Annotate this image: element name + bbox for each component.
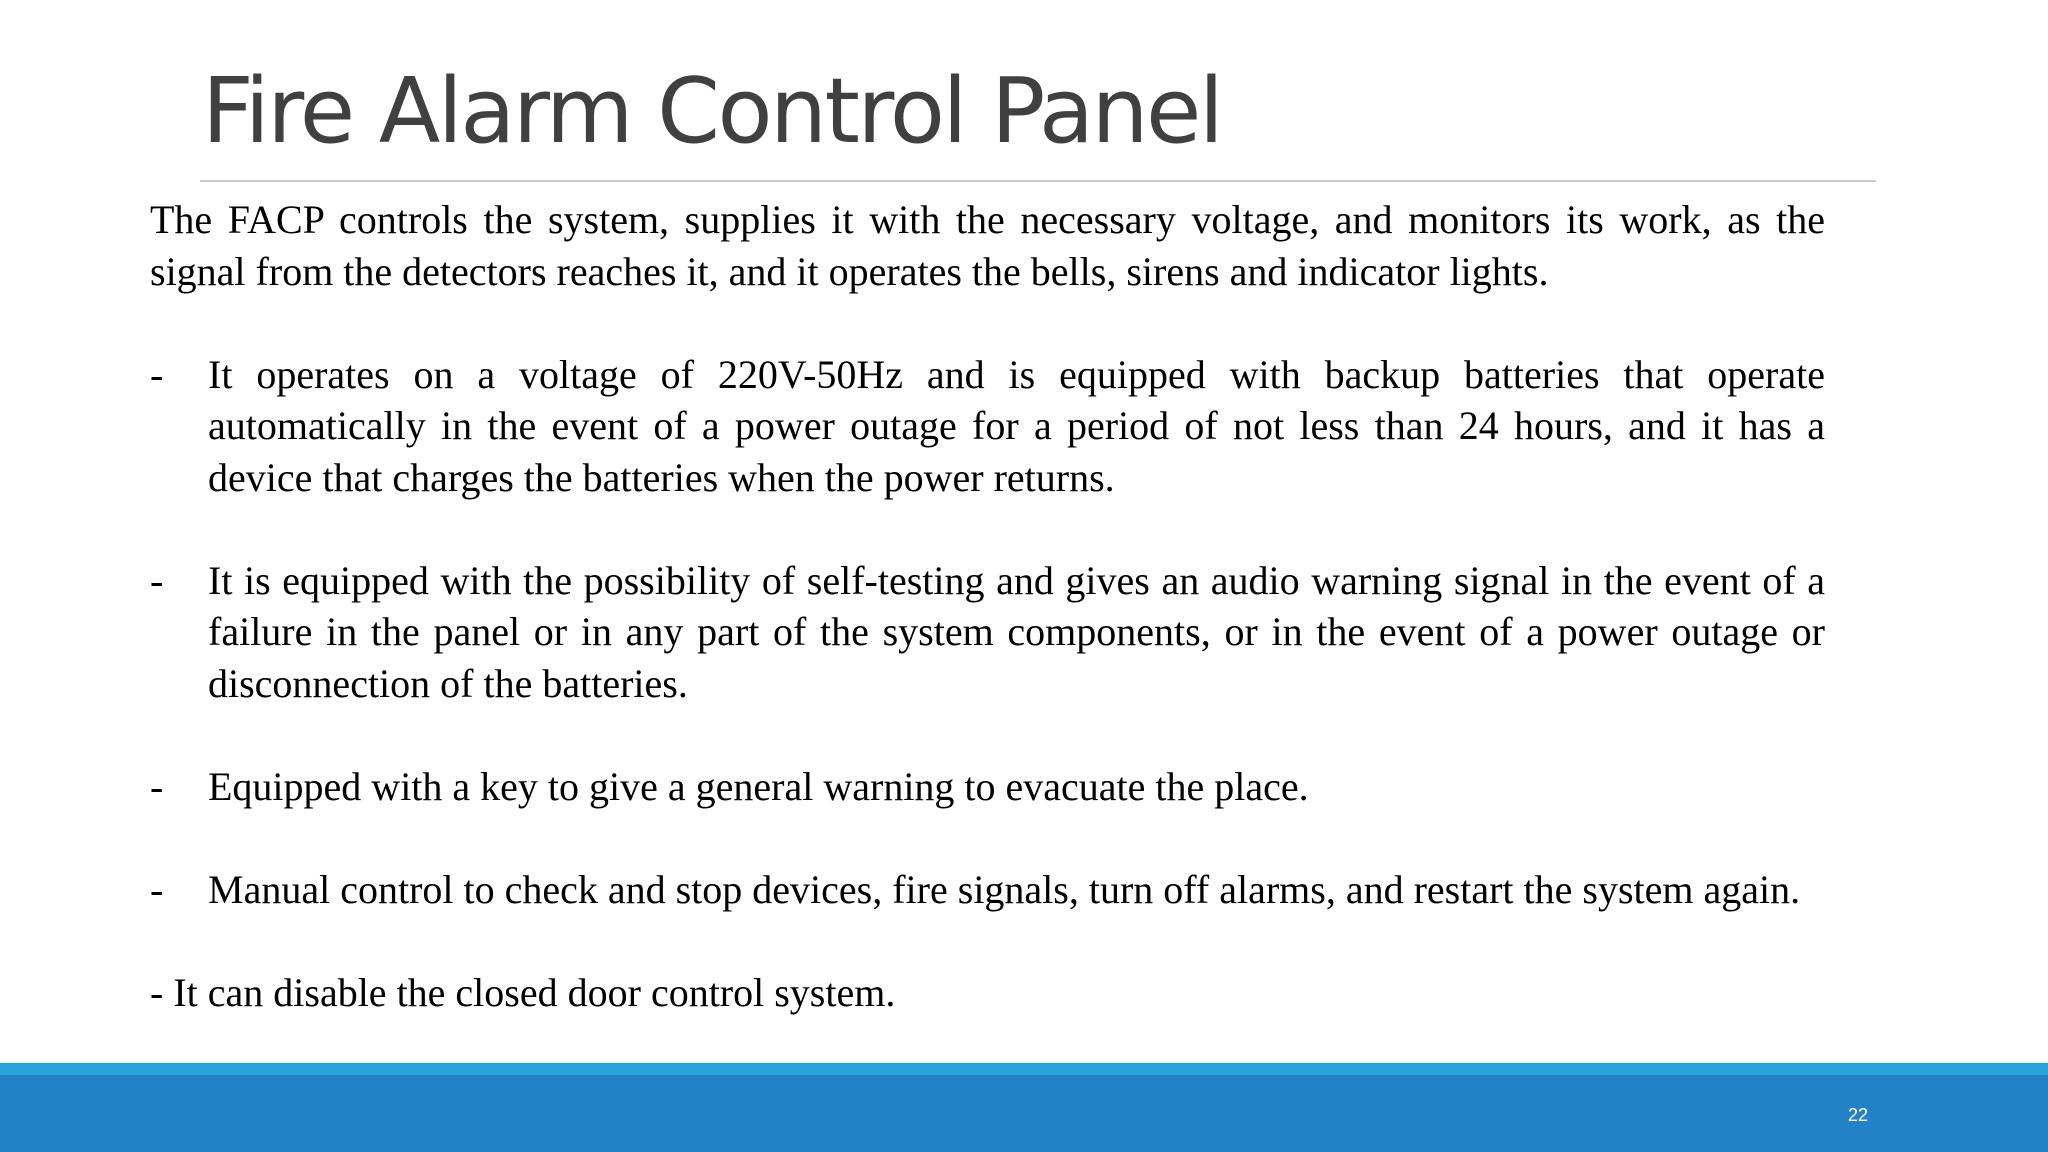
slide-title: Fire Alarm Control Panel	[202, 59, 1222, 164]
bullet-item	[150, 349, 1825, 504]
bullet-item	[150, 761, 1825, 813]
slide-body	[150, 194, 1825, 1018]
bullet-text: Equipped with a key to give a general warning to evacuate the place.	[208, 763, 1309, 809]
bullet-dash: -	[150, 763, 164, 809]
bullet-dash: -	[150, 351, 164, 397]
bullet-text: Manual control to check and stop devices, fire signals, turn off alarms, and restart the system again.	[208, 866, 1801, 912]
bullet-item	[150, 555, 1825, 710]
intro-paragraph: The FACP controls the system, supplies it with the necessary voltage, and monitors its work, as the signal from the detectors reaches it, and it operates the bells, sirens and indicator lights.	[150, 197, 1825, 294]
bullet-text: It is equipped with the possibility of self-testing and gives an audio warning signal in the event of a failure in the panel or in any part of the system components, or in the event of a power outage or disconnection of the batteries.	[208, 557, 1825, 706]
footer-bar	[0, 1075, 2048, 1152]
title-divider	[200, 180, 1876, 182]
page-number: 22	[1847, 1105, 1868, 1125]
bullet-item	[150, 864, 1825, 916]
bullet-dash: -	[150, 866, 164, 912]
bullet-text: It operates on a voltage of 220V-50Hz and is equipped with backup batteries that operate automatically in the event of a power outage for a period of not less than 24 hours, and it has a device that charges the batteries when the power returns.	[208, 351, 1825, 500]
closing-bullet: - It can disable the closed door control system.	[150, 969, 896, 1015]
bullet-dash: -	[150, 557, 164, 603]
footer-accent-stripe	[0, 1063, 2048, 1075]
